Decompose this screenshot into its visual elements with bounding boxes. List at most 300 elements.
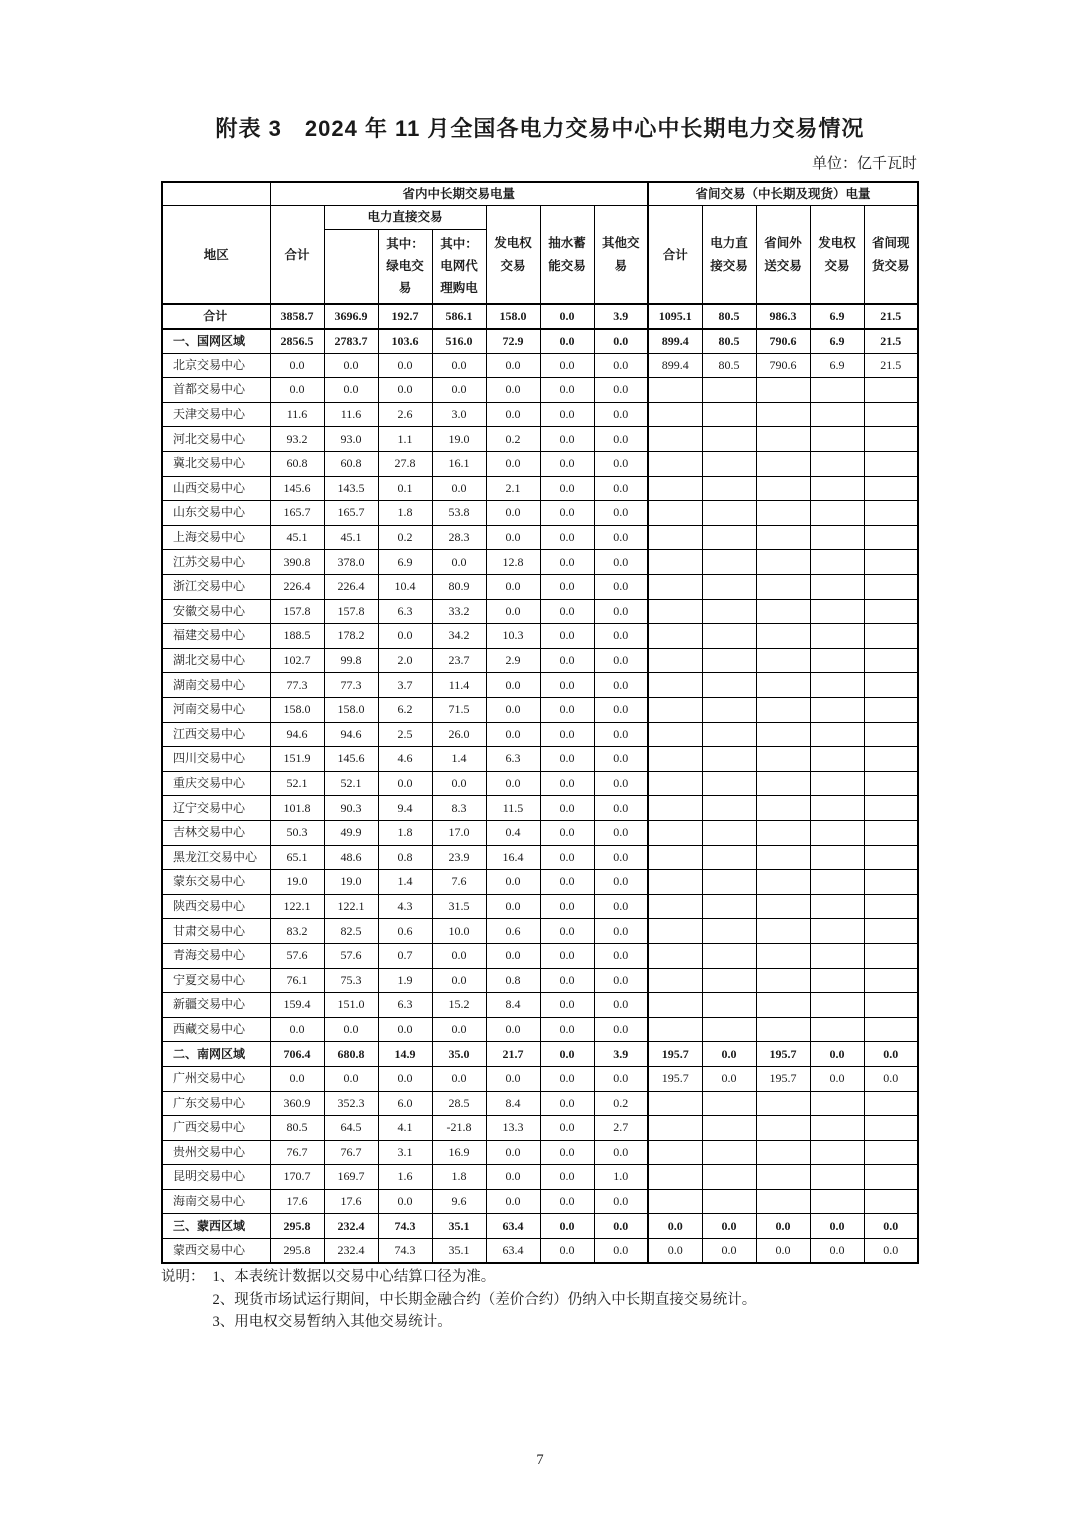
value-cell: 11.6 <box>324 402 378 427</box>
value-cell: 0.0 <box>594 1239 648 1264</box>
value-cell <box>756 796 810 821</box>
value-cell: 0.0 <box>540 1214 594 1239</box>
value-cell: 0.0 <box>756 1214 810 1239</box>
value-cell: 3.9 <box>594 1042 648 1067</box>
value-cell: 2.0 <box>378 648 432 673</box>
value-cell: 169.7 <box>324 1165 378 1190</box>
value-cell: 0.0 <box>540 919 594 944</box>
value-cell: 586.1 <box>432 304 486 329</box>
value-cell: 80.9 <box>432 575 486 600</box>
value-cell: 0.0 <box>702 1239 756 1264</box>
region-cell: 湖北交易中心 <box>162 648 270 673</box>
value-cell: 0.0 <box>540 525 594 550</box>
value-cell: 8.3 <box>432 796 486 821</box>
table-row <box>162 820 918 845</box>
value-cell: 0.2 <box>594 1091 648 1116</box>
value-cell: 0.0 <box>432 943 486 968</box>
value-cell: 4.3 <box>378 894 432 919</box>
value-cell <box>702 1165 756 1190</box>
value-cell: 0.0 <box>594 329 648 354</box>
value-cell: 3858.7 <box>270 304 324 329</box>
header-inter-group: 省间交易（中长期及现货）电量 <box>648 182 918 206</box>
value-cell: 9.6 <box>432 1189 486 1214</box>
value-cell: 0.0 <box>594 427 648 452</box>
value-cell: 0.0 <box>486 1017 540 1042</box>
unit-label: 单位：亿千瓦时 <box>811 156 917 172</box>
region-cell: 合计 <box>162 304 270 329</box>
value-cell: 77.3 <box>324 673 378 698</box>
value-cell <box>810 919 864 944</box>
value-cell: 0.0 <box>810 1214 864 1239</box>
value-cell <box>810 402 864 427</box>
note-item: 2、现货市场试运行期间，中长期金融合约（差价合约）仍纳入中长期直接交易统计。 <box>212 1291 757 1308</box>
value-cell: 0.0 <box>540 599 594 624</box>
value-cell <box>756 968 810 993</box>
value-cell <box>648 402 702 427</box>
region-cell: 安徽交易中心 <box>162 599 270 624</box>
value-cell <box>756 1017 810 1042</box>
value-cell: 151.0 <box>324 993 378 1018</box>
value-cell <box>864 427 918 452</box>
value-cell: 145.6 <box>324 747 378 772</box>
value-cell: 165.7 <box>324 501 378 526</box>
value-cell: 0.0 <box>432 1017 486 1042</box>
value-cell <box>702 1017 756 1042</box>
value-cell: 195.7 <box>648 1066 702 1091</box>
value-cell: 0.0 <box>594 550 648 575</box>
value-cell <box>810 599 864 624</box>
value-cell: 899.4 <box>648 329 702 354</box>
value-cell <box>756 402 810 427</box>
table-row <box>162 1091 918 1116</box>
region-cell: 甘肃交易中心 <box>162 919 270 944</box>
value-cell: 93.2 <box>270 427 324 452</box>
value-cell: 0.0 <box>540 304 594 329</box>
value-cell: 0.0 <box>594 747 648 772</box>
value-cell: 6.9 <box>810 353 864 378</box>
value-cell: 17.6 <box>270 1189 324 1214</box>
table-row <box>162 771 918 796</box>
value-cell: 158.0 <box>486 304 540 329</box>
value-cell <box>864 550 918 575</box>
table-row <box>162 1116 918 1141</box>
value-cell <box>864 820 918 845</box>
value-cell: 16.1 <box>432 452 486 477</box>
value-cell: 0.0 <box>324 1017 378 1042</box>
value-cell <box>702 452 756 477</box>
value-cell: 28.3 <box>432 525 486 550</box>
value-cell: 0.0 <box>378 353 432 378</box>
value-cell: 6.9 <box>810 304 864 329</box>
value-cell: 60.8 <box>270 452 324 477</box>
value-cell: 28.5 <box>432 1091 486 1116</box>
value-cell: 3.7 <box>378 673 432 698</box>
value-cell: 706.4 <box>270 1042 324 1067</box>
value-cell: 0.0 <box>324 353 378 378</box>
table-row <box>162 599 918 624</box>
value-cell <box>648 1017 702 1042</box>
value-cell: 390.8 <box>270 550 324 575</box>
value-cell <box>756 427 810 452</box>
value-cell: 99.8 <box>324 648 378 673</box>
value-cell: 80.5 <box>702 353 756 378</box>
value-cell: 6.2 <box>378 698 432 723</box>
value-cell: 21.5 <box>864 304 918 329</box>
value-cell: 0.0 <box>378 1189 432 1214</box>
value-cell: 21.5 <box>864 329 918 354</box>
value-cell: 158.0 <box>324 698 378 723</box>
value-cell <box>756 1189 810 1214</box>
value-cell <box>810 427 864 452</box>
value-cell <box>810 452 864 477</box>
value-cell <box>756 378 810 403</box>
value-cell: 6.9 <box>378 550 432 575</box>
region-cell: 昆明交易中心 <box>162 1165 270 1190</box>
region-cell: 蒙西交易中心 <box>162 1239 270 1264</box>
value-cell <box>810 501 864 526</box>
value-cell: 232.4 <box>324 1214 378 1239</box>
value-cell: 0.0 <box>540 378 594 403</box>
value-cell: 0.0 <box>486 698 540 723</box>
value-cell: 1.6 <box>378 1165 432 1190</box>
value-cell: 16.9 <box>432 1140 486 1165</box>
value-cell <box>810 698 864 723</box>
value-cell: 122.1 <box>324 894 378 919</box>
value-cell: 17.6 <box>324 1189 378 1214</box>
value-cell <box>702 1189 756 1214</box>
value-cell <box>756 1091 810 1116</box>
region-cell: 一、国网区域 <box>162 329 270 354</box>
value-cell: 2.7 <box>594 1116 648 1141</box>
value-cell: 0.0 <box>594 1066 648 1091</box>
value-cell: 0.0 <box>540 943 594 968</box>
value-cell <box>648 1091 702 1116</box>
value-cell: 0.0 <box>432 378 486 403</box>
value-cell <box>810 894 864 919</box>
value-cell: 1.8 <box>432 1165 486 1190</box>
value-cell <box>756 747 810 772</box>
value-cell <box>702 476 756 501</box>
value-cell: 101.8 <box>270 796 324 821</box>
value-cell: 0.0 <box>864 1239 918 1264</box>
value-cell <box>810 771 864 796</box>
value-cell: 0.0 <box>324 378 378 403</box>
value-cell: 0.0 <box>702 1214 756 1239</box>
value-cell <box>810 1189 864 1214</box>
table-row <box>162 1140 918 1165</box>
value-cell <box>702 968 756 993</box>
value-cell <box>864 575 918 600</box>
value-cell <box>756 943 810 968</box>
value-cell: 378.0 <box>324 550 378 575</box>
value-cell <box>648 476 702 501</box>
value-cell <box>648 452 702 477</box>
value-cell <box>864 919 918 944</box>
value-cell <box>648 943 702 968</box>
value-cell: 0.0 <box>540 501 594 526</box>
value-cell: 1.0 <box>594 1165 648 1190</box>
value-cell: 0.0 <box>432 550 486 575</box>
value-cell <box>702 698 756 723</box>
region-cell: 福建交易中心 <box>162 624 270 649</box>
value-cell: 33.2 <box>432 599 486 624</box>
table-row <box>162 845 918 870</box>
note-item: 3、用电权交易暂纳入其他交易统计。 <box>212 1314 452 1330</box>
value-cell <box>702 1116 756 1141</box>
value-cell: 3.9 <box>594 304 648 329</box>
value-cell <box>810 1116 864 1141</box>
value-cell: 0.0 <box>540 1066 594 1091</box>
value-cell <box>648 1116 702 1141</box>
value-cell: 1.4 <box>432 747 486 772</box>
value-cell: 80.5 <box>702 304 756 329</box>
value-cell <box>648 378 702 403</box>
value-cell: 76.1 <box>270 968 324 993</box>
value-cell: 23.7 <box>432 648 486 673</box>
value-cell: 11.4 <box>432 673 486 698</box>
table-row <box>162 1042 918 1067</box>
value-cell: 0.0 <box>540 1239 594 1264</box>
value-cell: 0.0 <box>594 452 648 477</box>
table-row <box>162 624 918 649</box>
value-cell <box>864 402 918 427</box>
table-row <box>162 1239 918 1264</box>
region-cell: 四川交易中心 <box>162 747 270 772</box>
table-row <box>162 378 918 403</box>
region-cell: 江苏交易中心 <box>162 550 270 575</box>
table-row <box>162 1189 918 1214</box>
value-cell <box>810 673 864 698</box>
value-cell: 0.0 <box>540 1140 594 1165</box>
value-cell: 94.6 <box>324 722 378 747</box>
value-cell: 0.0 <box>540 648 594 673</box>
table-row <box>162 575 918 600</box>
table-row <box>162 722 918 747</box>
value-cell <box>702 648 756 673</box>
value-cell: 0.0 <box>540 624 594 649</box>
note-item: 1、本表统计数据以交易中心结算口径为准。 <box>212 1269 496 1285</box>
region-cell: 重庆交易中心 <box>162 771 270 796</box>
region-cell: 河北交易中心 <box>162 427 270 452</box>
value-cell <box>864 1017 918 1042</box>
region-cell: 黑龙江交易中心 <box>162 845 270 870</box>
value-cell <box>702 993 756 1018</box>
value-cell <box>702 575 756 600</box>
value-cell: 1.8 <box>378 501 432 526</box>
value-cell: 0.0 <box>594 501 648 526</box>
value-cell: 76.7 <box>270 1140 324 1165</box>
table-row <box>162 501 918 526</box>
region-cell: 山东交易中心 <box>162 501 270 526</box>
value-cell <box>648 698 702 723</box>
value-cell: 15.2 <box>432 993 486 1018</box>
value-cell: 0.0 <box>594 796 648 821</box>
value-cell: 790.6 <box>756 329 810 354</box>
value-cell: 0.0 <box>540 796 594 821</box>
value-cell: 0.0 <box>540 575 594 600</box>
value-cell: 0.0 <box>540 476 594 501</box>
value-cell: 1095.1 <box>648 304 702 329</box>
value-cell: 680.8 <box>324 1042 378 1067</box>
value-cell <box>648 870 702 895</box>
value-cell <box>756 452 810 477</box>
region-cell: 陕西交易中心 <box>162 894 270 919</box>
value-cell: 35.1 <box>432 1214 486 1239</box>
value-cell: 0.7 <box>378 943 432 968</box>
value-cell: 6.0 <box>378 1091 432 1116</box>
value-cell: 63.4 <box>486 1239 540 1264</box>
value-cell <box>648 968 702 993</box>
header-corner-blank <box>162 182 270 206</box>
value-cell: 0.0 <box>594 1189 648 1214</box>
value-cell <box>648 722 702 747</box>
value-cell <box>756 919 810 944</box>
value-cell <box>864 771 918 796</box>
value-cell: 295.8 <box>270 1239 324 1264</box>
value-cell: 0.0 <box>540 722 594 747</box>
value-cell: 49.9 <box>324 820 378 845</box>
value-cell <box>648 771 702 796</box>
value-cell: 0.0 <box>540 1165 594 1190</box>
value-cell <box>648 919 702 944</box>
value-cell: 52.1 <box>324 771 378 796</box>
value-cell <box>648 624 702 649</box>
value-cell: 0.0 <box>540 968 594 993</box>
header-inter-gen-right: 发电权交易 <box>810 206 864 304</box>
region-cell: 广东交易中心 <box>162 1091 270 1116</box>
value-cell <box>648 796 702 821</box>
value-cell: 0.0 <box>594 476 648 501</box>
value-cell: 0.6 <box>486 919 540 944</box>
value-cell: 1.9 <box>378 968 432 993</box>
value-cell: 10.4 <box>378 575 432 600</box>
value-cell <box>702 501 756 526</box>
value-cell <box>756 1140 810 1165</box>
value-cell: 0.0 <box>486 870 540 895</box>
value-cell: 0.0 <box>648 1239 702 1264</box>
value-cell <box>702 894 756 919</box>
value-cell <box>864 673 918 698</box>
value-cell <box>648 575 702 600</box>
value-cell <box>756 993 810 1018</box>
value-cell <box>702 845 756 870</box>
header-intra-other: 其他交易 <box>594 206 648 304</box>
value-cell: 0.0 <box>594 648 648 673</box>
value-cell: 0.0 <box>594 968 648 993</box>
value-cell: 0.0 <box>378 378 432 403</box>
value-cell: 0.0 <box>594 919 648 944</box>
value-cell: 195.7 <box>756 1066 810 1091</box>
region-cell: 蒙东交易中心 <box>162 870 270 895</box>
table-row <box>162 968 918 993</box>
value-cell: 19.0 <box>324 870 378 895</box>
value-cell <box>648 1140 702 1165</box>
value-cell <box>810 796 864 821</box>
region-cell: 河南交易中心 <box>162 698 270 723</box>
value-cell: 102.7 <box>270 648 324 673</box>
value-cell: 35.0 <box>432 1042 486 1067</box>
value-cell: 0.0 <box>594 993 648 1018</box>
value-cell: 0.0 <box>648 1214 702 1239</box>
value-cell: 0.0 <box>594 722 648 747</box>
value-cell: 143.5 <box>324 476 378 501</box>
value-cell: 0.0 <box>864 1214 918 1239</box>
value-cell: 0.0 <box>540 1017 594 1042</box>
value-cell: 26.0 <box>432 722 486 747</box>
value-cell <box>756 550 810 575</box>
value-cell: 65.1 <box>270 845 324 870</box>
value-cell: 0.0 <box>486 1066 540 1091</box>
value-cell: 0.0 <box>486 525 540 550</box>
header-inter-outbound: 省间外送交易 <box>756 206 810 304</box>
header-region: 地区 <box>162 206 270 304</box>
value-cell: 64.5 <box>324 1116 378 1141</box>
value-cell: 93.0 <box>324 427 378 452</box>
value-cell <box>810 845 864 870</box>
value-cell <box>810 993 864 1018</box>
region-cell: 首都交易中心 <box>162 378 270 403</box>
header-intra-group: 省内中长期交易电量 <box>270 182 648 206</box>
value-cell <box>864 796 918 821</box>
value-cell: 0.0 <box>486 771 540 796</box>
value-cell: 103.6 <box>378 329 432 354</box>
value-cell <box>810 624 864 649</box>
header-direct-value-blank <box>324 229 378 304</box>
value-cell: 0.0 <box>540 673 594 698</box>
value-cell <box>702 747 756 772</box>
value-cell <box>648 525 702 550</box>
value-cell <box>864 943 918 968</box>
value-cell: 0.0 <box>810 1042 864 1067</box>
value-cell <box>864 599 918 624</box>
value-cell <box>702 673 756 698</box>
value-cell: 75.3 <box>324 968 378 993</box>
region-cell: 上海交易中心 <box>162 525 270 550</box>
value-cell <box>756 698 810 723</box>
value-cell: 0.0 <box>594 599 648 624</box>
value-cell: 0.0 <box>540 993 594 1018</box>
region-cell: 北京交易中心 <box>162 353 270 378</box>
value-cell: 295.8 <box>270 1214 324 1239</box>
value-cell: 0.0 <box>810 1066 864 1091</box>
region-cell: 西藏交易中心 <box>162 1017 270 1042</box>
value-cell: 80.5 <box>270 1116 324 1141</box>
value-cell: 195.7 <box>648 1042 702 1067</box>
value-cell <box>810 1140 864 1165</box>
value-cell: 72.9 <box>486 329 540 354</box>
value-cell <box>864 747 918 772</box>
value-cell: 165.7 <box>270 501 324 526</box>
region-cell: 天津交易中心 <box>162 402 270 427</box>
value-cell: 0.0 <box>486 501 540 526</box>
value-cell: 57.6 <box>324 943 378 968</box>
value-cell <box>648 747 702 772</box>
value-cell: 0.0 <box>486 378 540 403</box>
value-cell <box>810 968 864 993</box>
value-cell: 0.0 <box>594 353 648 378</box>
value-cell: 1.8 <box>378 820 432 845</box>
value-cell: 192.7 <box>378 304 432 329</box>
value-cell: 10.3 <box>486 624 540 649</box>
value-cell <box>756 722 810 747</box>
value-cell: 0.0 <box>432 476 486 501</box>
value-cell <box>864 648 918 673</box>
region-cell: 贵州交易中心 <box>162 1140 270 1165</box>
value-cell <box>810 525 864 550</box>
value-cell: 9.4 <box>378 796 432 821</box>
table-row <box>162 796 918 821</box>
value-cell: 34.2 <box>432 624 486 649</box>
